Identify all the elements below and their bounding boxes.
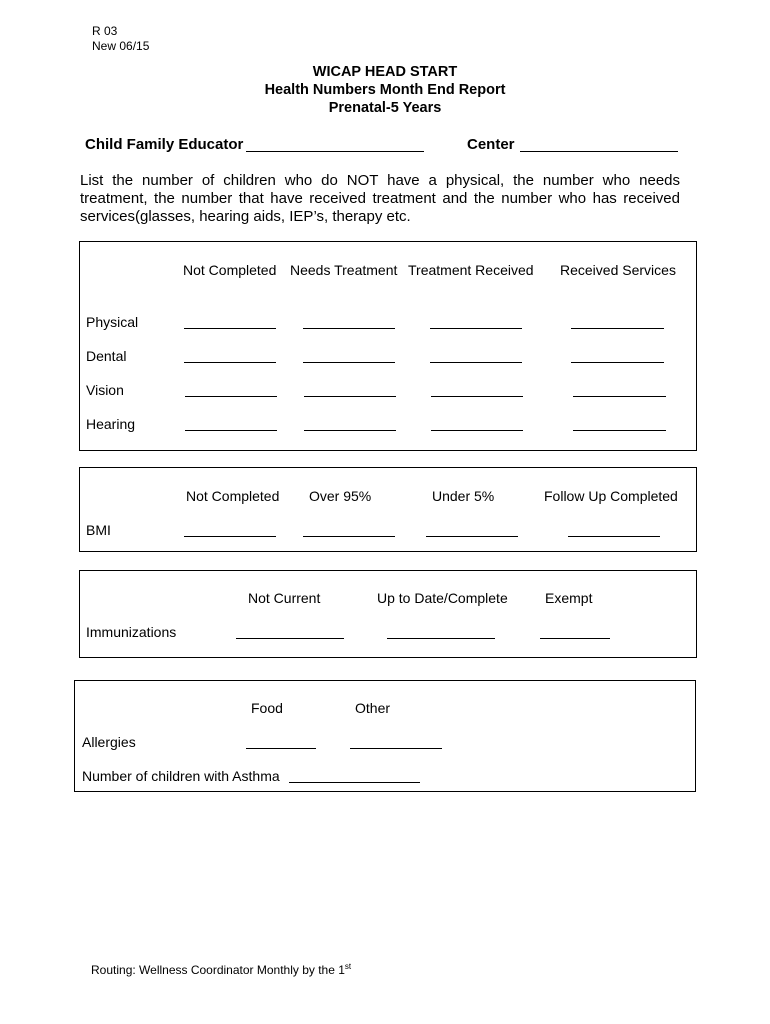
col-not-completed: Not Completed — [183, 262, 277, 278]
dental-treatment-received-field[interactable] — [430, 362, 522, 363]
imm-col-up-to-date: Up to Date/Complete — [377, 590, 508, 606]
asthma-label: Number of children with Asthma — [82, 768, 280, 784]
allergy-food-field[interactable] — [246, 748, 316, 749]
asthma-count-field[interactable] — [289, 782, 420, 783]
allergy-col-other: Other — [355, 700, 391, 716]
vision-needs-treatment-field[interactable] — [304, 396, 396, 397]
dental-not-completed-field[interactable] — [184, 362, 276, 363]
vision-not-completed-field[interactable] — [185, 396, 277, 397]
dental-received-services-field[interactable] — [571, 362, 664, 363]
row-dental: Dental — [86, 348, 127, 364]
hearing-needs-treatment-field[interactable] — [304, 430, 396, 431]
bmi-col-under-5: Under 5% — [432, 488, 495, 504]
allergy-table — [74, 680, 696, 792]
imm-not-current-field[interactable] — [236, 638, 344, 639]
imm-up-to-date-field[interactable] — [387, 638, 495, 639]
routing-superscript: st — [344, 962, 352, 971]
bmi-follow-up-field[interactable] — [568, 536, 660, 537]
imm-col-not-current: Not Current — [248, 590, 321, 606]
title-report: Health Numbers Month End Report — [264, 82, 506, 98]
row-hearing: Hearing — [86, 416, 136, 432]
bmi-over-95-field[interactable] — [303, 536, 395, 537]
bmi-under-5-field[interactable] — [426, 536, 518, 537]
allergy-col-food: Food — [251, 700, 283, 716]
immunization-table — [79, 570, 697, 658]
title-age-range: Prenatal-5 Years — [328, 100, 442, 116]
hearing-received-services-field[interactable] — [573, 430, 666, 431]
form-version: New 06/15 — [92, 39, 150, 53]
bmi-col-follow-up: Follow Up Completed — [544, 488, 678, 504]
imm-col-exempt: Exempt — [545, 590, 593, 606]
col-needs-treatment: Needs Treatment — [290, 262, 398, 278]
physical-needs-treatment-field[interactable] — [303, 328, 395, 329]
center-field[interactable] — [520, 151, 678, 152]
exam-table — [79, 241, 697, 451]
dental-needs-treatment-field[interactable] — [303, 362, 395, 363]
physical-received-services-field[interactable] — [571, 328, 664, 329]
hearing-not-completed-field[interactable] — [185, 430, 277, 431]
row-vision: Vision — [86, 382, 124, 398]
vision-received-services-field[interactable] — [573, 396, 666, 397]
row-bmi: BMI — [86, 522, 111, 538]
allergy-other-field[interactable] — [350, 748, 442, 749]
physical-treatment-received-field[interactable] — [430, 328, 522, 329]
center-label: Center — [467, 136, 515, 153]
col-received-services: Received Services — [560, 262, 676, 278]
educator-field[interactable] — [246, 151, 424, 152]
imm-exempt-field[interactable] — [540, 638, 610, 639]
routing-note — [91, 962, 351, 977]
row-physical: Physical — [86, 314, 139, 330]
vision-treatment-received-field[interactable] — [431, 396, 523, 397]
physical-not-completed-field[interactable] — [184, 328, 276, 329]
row-immunizations: Immunizations — [86, 624, 177, 640]
instructions-text: List the number of children who do NOT have a physical, the number who needs treatment, the number that have received treatment and the number who has received services(glasses, hearing aids, IEP’s, therapy etc. — [80, 172, 680, 225]
educator-label: Child Family Educator — [85, 136, 244, 153]
row-allergies: Allergies — [82, 734, 136, 750]
hearing-treatment-received-field[interactable] — [431, 430, 523, 431]
bmi-col-over-95: Over 95% — [309, 488, 372, 504]
col-treatment-received: Treatment Received — [408, 262, 534, 278]
bmi-col-not-completed: Not Completed — [186, 488, 280, 504]
title-org: WICAP HEAD START — [312, 64, 458, 80]
bmi-not-completed-field[interactable] — [184, 536, 276, 537]
routing-text: Routing: Wellness Coordinator Monthly by the 1 — [91, 963, 345, 977]
bmi-table — [79, 467, 697, 552]
form-code: R 03 — [92, 24, 118, 38]
